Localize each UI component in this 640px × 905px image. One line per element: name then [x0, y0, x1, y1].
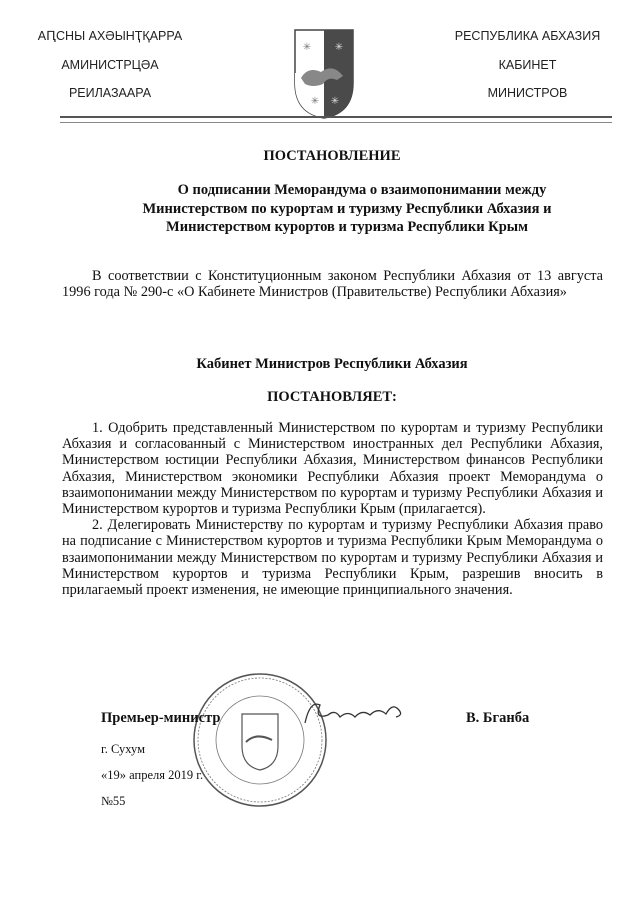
- preamble-text: В соответствии с Конституционным законом Республики Абхазия от 13 августа 1996 года № 290-с «О Кабинете Министров (Правительстве) Республики Абхазия»: [62, 268, 603, 301]
- subject-line: О подписании Меморандума о взаимопонимании между: [177, 182, 547, 198]
- handwritten-signature: [300, 695, 410, 730]
- city: г. Сухум: [101, 742, 146, 756]
- svg-text:✳: ✳: [330, 96, 340, 107]
- letterhead-line: КАБИНЕТ: [498, 57, 557, 72]
- letterhead-line: АМИНИСТРЦӘА: [61, 57, 159, 72]
- official-seal: [190, 670, 330, 810]
- signatory-position: Премьер-министр: [101, 710, 221, 726]
- letterhead-line: МИНИСТРОВ: [487, 86, 568, 100]
- svg-text:✳: ✳: [302, 42, 312, 53]
- doc-type: ПОСТАНОВЛЕНИЕ: [263, 148, 401, 164]
- letterhead-line: РЕСПУБЛИКА АБХАЗИЯ: [454, 29, 601, 43]
- letterhead-right: [440, 22, 615, 108]
- resolution-items: [62, 420, 603, 598]
- date: «19» апреля 2019 г.: [101, 768, 204, 782]
- subject-line: Министерством курортов и туризма Республики Крым: [166, 219, 528, 235]
- resolution-item: 1. Одобрить представленный Министерством по курортам и туризму Республики Абхазия и согласованный с Министерством иностранных дел Республики Абхазия, Министерством юстиции Республики Абхазия, Министерством финансов Республики Абхазия, Министерством экономики Республики Абхазия проект Меморандума о взаимопонимании между Министерством по курортам и туризму Республики Абхазия и Министерством курортов и туризма Республики Крым (прилагается).: [62, 420, 603, 518]
- resolution-item: 2. Делегировать Министерству по курортам и туризму Республики Абхазия право на подписание с Министерством курортов и туризма Республики Крым Меморандума о взаимопонимании между Министерством по курортам и туризму Республики Абхазия и Министерством курортов и туризма Республики Крым, разрешив вносить в прилагаемый проект изменения, не имеющие принципиального значения.: [62, 517, 603, 599]
- subject-line: Министерством по курортам и туризму Республики Абхазия и: [142, 200, 552, 217]
- signatory-name: В. Бганба: [466, 710, 530, 726]
- resolves-heading: ПОСТАНОВЛЯЕТ:: [267, 389, 397, 405]
- svg-text:✳: ✳: [334, 42, 344, 53]
- doc-subject: [90, 181, 634, 237]
- svg-text:✳: ✳: [310, 96, 320, 107]
- letterhead-line: АԤСНЫ АХӘЫНҬҚАРРА: [37, 29, 183, 43]
- header-divider: [60, 116, 612, 123]
- coat-of-arms-icon: [293, 28, 355, 120]
- letterhead-left: [30, 22, 190, 108]
- issuer: Кабинет Министров Республики Абхазия: [196, 356, 468, 372]
- preamble: [62, 268, 603, 300]
- doc-number: №55: [101, 794, 126, 808]
- letterhead-line: РЕИЛАЗААРА: [68, 86, 152, 100]
